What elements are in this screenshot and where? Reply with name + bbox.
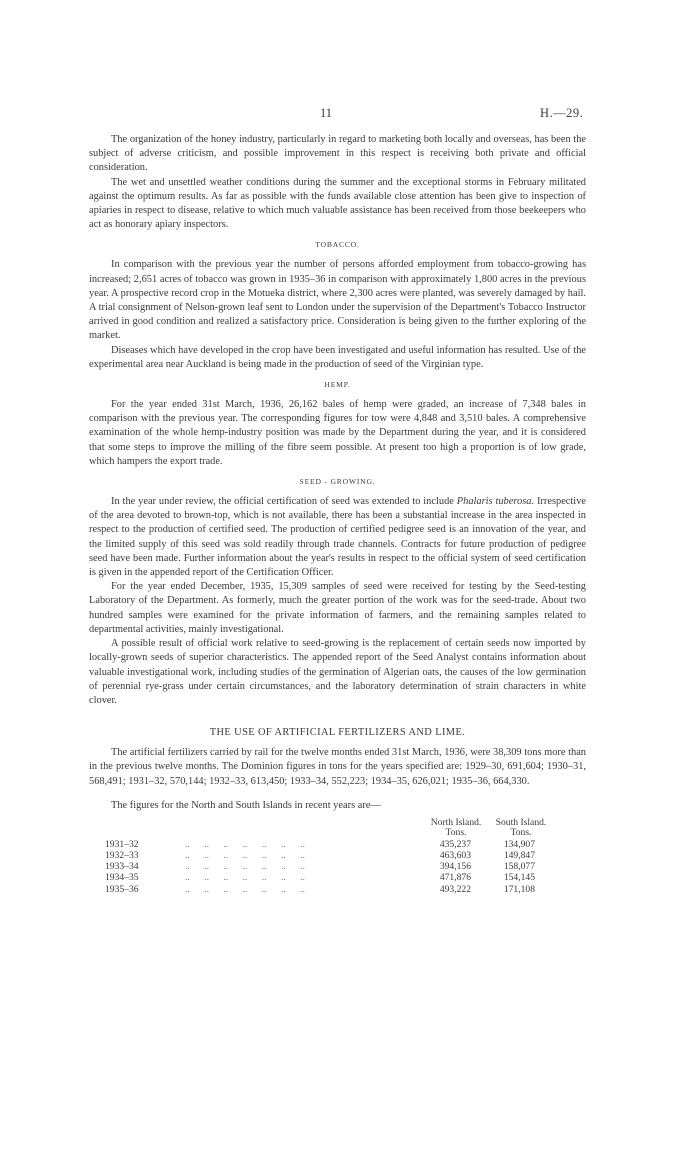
document-body [89, 133, 586, 895]
paragraph: The organization of the honey industry, particularly in regard to marketing both locally and overseas, has been the subject of adverse criticism, and possible improvement in this respect is receiving both private and official consideration. [89, 134, 586, 174]
section-heading: TOBACCO. [315, 240, 360, 250]
column-header-north: North Island. [430, 816, 482, 828]
table-row [89, 872, 586, 883]
table-row [89, 861, 586, 872]
year-cell: 1933–34 [105, 861, 139, 873]
paragraph: For the year ended 31st March, 1936, 26,162 bales of hemp were graded, an increase of 7,348 bales in comparison with the previous year. The corresponding figures for tow were 4,848 and 3,510 bales. A comprehensive examination of the whole hemp-industry position was made by the Department during the year, and it is considered that some steps to improve the milling of the fibre seem possible. At present too high a proportion is of low grade, which hampers the export trade. [89, 399, 586, 467]
tobacco-section [89, 238, 586, 372]
leader-dots: .. .. .. .. .. .. .. [185, 883, 305, 895]
year-cell: 1935–36 [105, 883, 139, 895]
south-value: 158,077 [503, 861, 535, 873]
paragraph: The artificial fertilizers carried by rail for the twelve months ended 31st March, 1936, were 38,309 tons more than in the previous twelve months. The Dominion figures in tons for the years specified are: 1929–30, 691,604; 1930–31, 568,491; 1931–32, 570,144; 1932–33, 613,450; 1933–34, 552,223; 1934–35, 626,021; 1935–36, 664,330. [89, 747, 586, 787]
south-value: 134,907 [503, 838, 535, 850]
fertilizer-table [89, 817, 586, 895]
south-value: 171,108 [503, 883, 535, 895]
column-header-south: South Island. [495, 816, 547, 828]
leader-dots: .. .. .. .. .. .. .. [185, 850, 305, 862]
section-heading: HEMP. [324, 380, 351, 390]
leader-dots: .. .. .. .. .. .. .. [185, 861, 305, 873]
north-value: 493,222 [439, 883, 471, 895]
south-value: 154,145 [503, 872, 535, 884]
paragraph-text: Irrespective of the area devoted to brown-top, which is not available, there has been a substantial increase in the area inspected in respect to the production of certified seed. The production of certified pedigree seed is an innovation of the year, and the limited supply of this seed was sold readily through trade channels. Contracts for future production of pedigree seed have been made. Further information about the year's results in respect to the official system of seed certification is given in the appended report of the Certification Officer. [89, 496, 586, 579]
seed-growing-section [89, 475, 586, 708]
table-row [89, 839, 586, 850]
paragraph: The wet and unsettled weather conditions during the summer and the exceptional storms in February militated against the optimum results. As far as possible with the funds available close attention has been give to inspection of apiaries in respect to disease, relative to which much valuable assistance has been received from those beekeepers who act as honorary apiary inspectors. [89, 176, 586, 231]
north-value: 471,876 [439, 872, 471, 884]
table-header [89, 817, 586, 839]
paragraph-text: In the year under review, the official certification of seed was extended to include [111, 496, 457, 508]
year-cell: 1931–32 [105, 838, 139, 850]
page-number: 11 [320, 106, 333, 120]
paragraph: A possible result of official work relative to seed-growing is the replacement of certain seeds now imported by locally-grown seeds of superior characteristics. The appended report of the Seed Analyst contains information about valuable investigational work, including studies of the germination of Algerian oats, the causes of the low germination of perennial rye-grass under certain circumstances, and the laboratory determination of strain characters in white clover. [89, 638, 586, 706]
north-value: 435,237 [439, 838, 471, 850]
south-value: 149,847 [503, 850, 535, 862]
page-header [0, 106, 700, 122]
fertilizers-section [89, 726, 586, 895]
paragraph: In comparison with the previous year the number of persons afforded employment from tobacco-growing has increased; 2,651 acres of tobacco was grown in 1935–36 in comparison with approximately 1,800 acres in the previous year. A prospective record crop in the Motueka district, where 2,300 acres were planted, was severely damaged by hail. A trial consignment of Nelson-grown leaf sent to London under the supervision of the Department's Tobacco Instructor arrived in good condition and realized a satisfactory price. Consideration is being given to the further exploring of the market. [89, 259, 586, 342]
hemp-section [89, 378, 586, 469]
paragraph: The figures for the North and South Islands in recent years are— [111, 799, 381, 811]
year-cell: 1934–35 [105, 872, 139, 884]
table-row [89, 884, 586, 895]
report-id: H.—29. [540, 106, 584, 120]
section-heading: SEED - GROWING. [299, 477, 376, 487]
north-value: 463,603 [439, 850, 471, 862]
paragraph [89, 495, 586, 580]
leader-dots: .. .. .. .. .. .. .. [185, 838, 305, 850]
unit-label-south: Tons. [510, 826, 532, 838]
year-cell: 1932–33 [105, 850, 139, 862]
paragraph: Diseases which have developed in the crop have been investigated and useful information has resulted. Use of the experimental area near Auckland is being made in the production of seed of the Virginian type. [89, 344, 586, 370]
table-row [89, 850, 586, 861]
paragraph: For the year ended December, 1935, 15,309 samples of seed were received for testing by the Seed-testing Laboratory of the Department. As formerly, much the greater portion of the work was for the seed-trade. About two hundred samples were examined for the private information of farmers, and the remaining samples related to departmental activities, mainly investigational. [89, 581, 586, 635]
honey-section [89, 133, 586, 232]
north-value: 394,156 [439, 861, 471, 873]
section-heading: THE USE OF ARTIFICIAL FERTILIZERS AND LIME. [209, 727, 466, 739]
italic-species-name: Phalaris tuberosa. [456, 496, 535, 508]
leader-dots: .. .. .. .. .. .. .. [185, 872, 305, 884]
unit-label-north: Tons. [445, 826, 467, 838]
